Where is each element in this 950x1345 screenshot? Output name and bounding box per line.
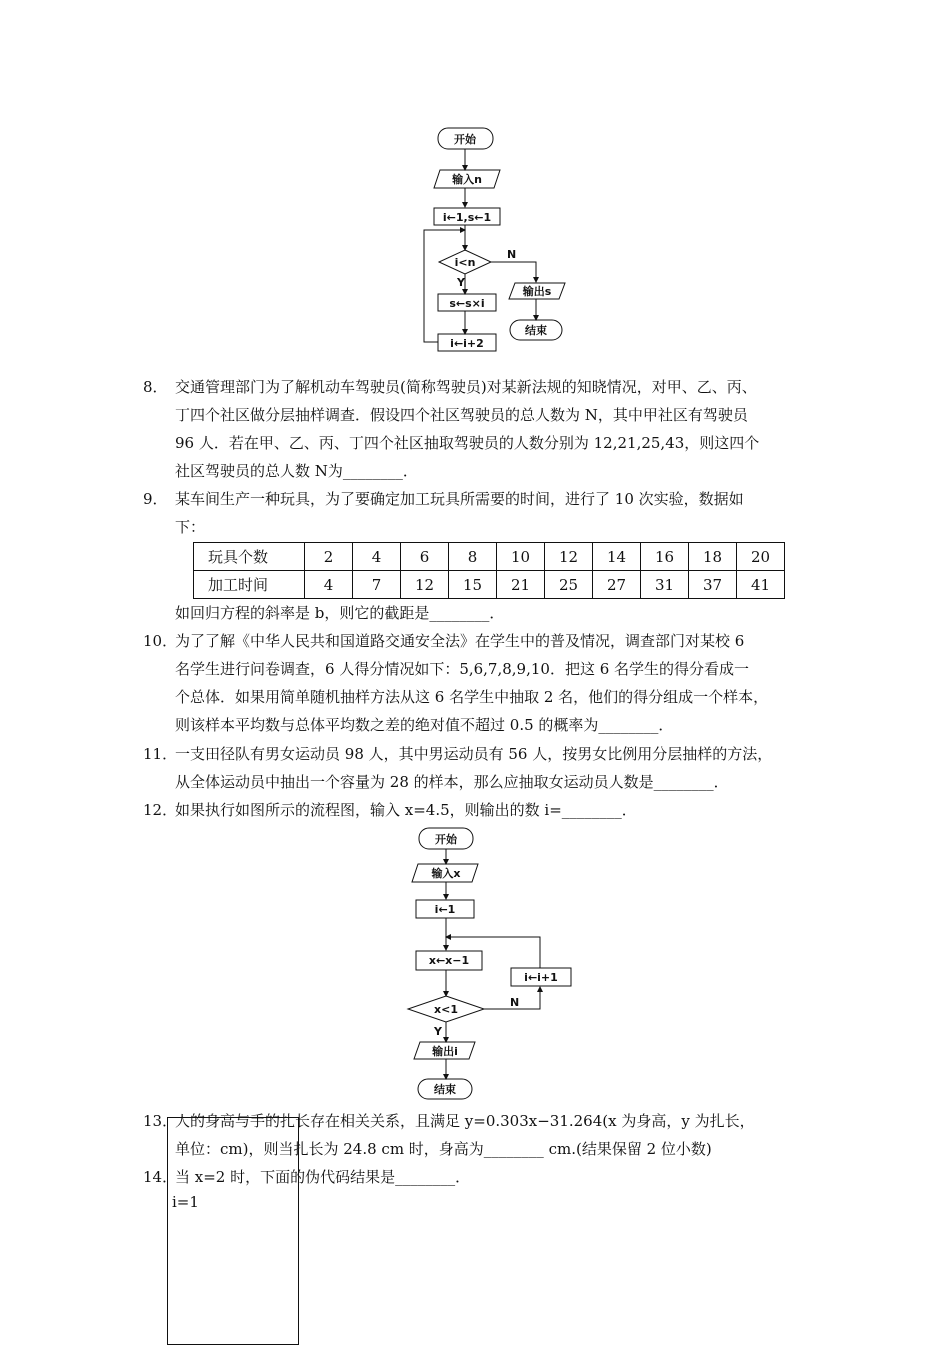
fc2-input-text: 输入x (431, 867, 461, 880)
fc2-cond-text: x<1 (434, 1003, 458, 1016)
table-cell: 41 (737, 571, 785, 599)
question-number: 8． (143, 378, 168, 396)
pseudocode-box (167, 1117, 299, 1345)
fc1-init-text: i←1,s←1 (442, 211, 492, 224)
table-cell: 16 (641, 543, 689, 571)
question-line: 则该样本平均数与总体平均数之差的绝对值不超过 0.5 的概率为________． (175, 716, 674, 734)
question-line: 一支田径队有男女运动员 98 人，其中男运动员有 56 人，按男女比例用分层抽样的方法， (175, 745, 773, 763)
table-cell: 4 (305, 571, 353, 599)
table-cell: 37 (689, 571, 737, 599)
table-row-header: 加工时间 (194, 571, 305, 599)
question-number: 12． (143, 801, 178, 819)
table-cell: 27 (593, 571, 641, 599)
fc2-step1-text: x←x−1 (428, 954, 470, 967)
table-cell: 25 (545, 571, 593, 599)
fc1-step1-text: s←s×i (449, 297, 485, 310)
question-line: 人的身高与手的扎长存在相关关系，且满足 y=0.303x−31.264(x 为身高，y 为扎长， (175, 1112, 755, 1130)
table-row-header: 玩具个数 (194, 543, 305, 571)
question-number: 10． (143, 632, 178, 650)
fc2-init-text: i←1 (434, 903, 456, 916)
table-cell: 7 (353, 571, 401, 599)
table-cell: 4 (353, 543, 401, 571)
table-cell: 2 (305, 543, 353, 571)
fc1-end-text: 结束 (525, 324, 547, 337)
question-line: 交通管理部门为了解机动车驾驶员(简称驾驶员)对某新法规的知晓情况，对甲、乙、丙、 (175, 378, 757, 396)
fc2-start-text: 开始 (435, 833, 457, 846)
fc1-output-text: 输出s (522, 285, 552, 298)
table-cell: 12 (545, 543, 593, 571)
table-cell: 31 (641, 571, 689, 599)
table-cell: 18 (689, 543, 737, 571)
table-row (194, 571, 785, 599)
question-number: 9． (143, 490, 168, 508)
question-number: 13． (143, 1112, 178, 1130)
question-number: 14． (143, 1168, 178, 1186)
fc2-step2-text: i←i+1 (524, 971, 558, 984)
fc2-output-text: 输出i (432, 1045, 458, 1058)
table-cell: 10 (497, 543, 545, 571)
table-cell: 20 (737, 543, 785, 571)
data-table (193, 542, 785, 599)
question-line: 丁四个社区做分层抽样调查．假设四个社区驾驶员的总人数为 N，其中甲社区有驾驶员 (175, 406, 748, 424)
question-line: 下： (175, 518, 206, 536)
question-number: 11． (143, 745, 178, 763)
fc2-no-label: N (510, 996, 520, 1009)
fc1-start-text: 开始 (454, 133, 476, 146)
table-cell: 15 (449, 571, 497, 599)
fc2-end-text: 结束 (434, 1083, 456, 1096)
fc1-step2-text: i←i+2 (450, 337, 484, 350)
question-9-after (175, 599, 504, 627)
question-line: 某车间生产一种玩具，为了要确定加工玩具所需要的时间，进行了 10 次实验，数据如 (175, 490, 744, 508)
question-line: 96 人．若在甲、乙、丙、丁四个社区抽取驾驶员的人数分别为 12,21,25,43，则这四个 (175, 434, 760, 452)
flowchart-2 (400, 822, 580, 1104)
fc1-yes-label: Y (457, 276, 465, 289)
table-cell: 14 (593, 543, 641, 571)
question-line: 为了了解《中华人民共和国道路交通安全法》在学生中的普及情况，调查部门对某校 6 (175, 632, 745, 650)
table-row (194, 543, 785, 571)
fc1-cond-text: i<n (454, 256, 476, 269)
question-line: 个总体．如果用简单随机抽样方法从这 6 名学生中抽取 2 名，他们的得分组成一个样本， (175, 688, 769, 706)
question-line: 如回归方程的斜率是 b，则它的截距是________． (175, 604, 505, 622)
table-cell: 21 (497, 571, 545, 599)
question-line: 从全体运动员中抽出一个容量为 28 的样本，那么应抽取女运动员人数是________． (175, 773, 729, 791)
question-line: 单位：cm)，则当扎长为 24.8 cm 时，身高为________ cm.(结果保留 2 位小数) (175, 1140, 712, 1158)
flowchart-1 (410, 122, 580, 372)
question-line: 当 x=2 时，下面的伪代码结果是________． (175, 1168, 471, 1186)
table-cell: 8 (449, 543, 497, 571)
fc1-input-text: 输入n (452, 173, 482, 186)
pseudocode-line: i=1 (172, 1193, 199, 1211)
fc1-no-label: N (507, 248, 517, 261)
table-cell: 12 (401, 571, 449, 599)
question-line: 名学生进行问卷调查，6 人得分情况如下：5,6,7,8,9,10．把这 6 名学生的得分看成一 (175, 660, 750, 678)
table-cell: 6 (401, 543, 449, 571)
question-line: 如果执行如图所示的流程图，输入 x=4.5，则输出的数 i=________． (175, 801, 637, 819)
question-line: 社区驾驶员的总人数 N为________． (175, 462, 418, 480)
fc2-yes-label: Y (434, 1025, 442, 1038)
